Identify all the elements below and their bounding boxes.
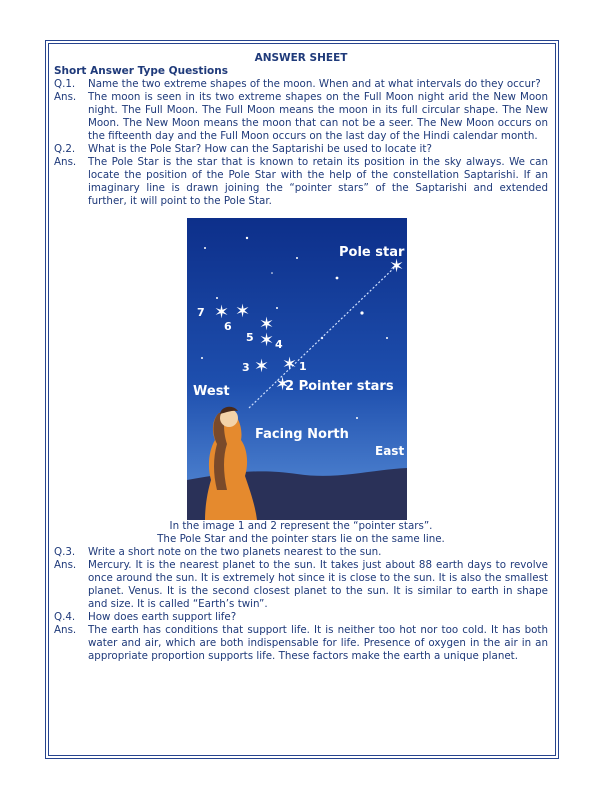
- pole-star-label: Pole star: [339, 245, 405, 260]
- pole-star-icon: ✶: [389, 256, 405, 277]
- answer-label: Ans.: [54, 91, 77, 103]
- section-heading: Short Answer Type Questions: [54, 65, 228, 77]
- east-label: East: [375, 444, 405, 458]
- answer-2: [54, 156, 548, 208]
- star-1-icon: ✶: [282, 354, 298, 375]
- answer-text: The earth has conditions that support life. It is neither too hot nor too cold. It has both water and air, which are both indispensable for life. Presence of oxygen in the air in an appropriate proportion supports life. These factors make the earth a unique planet.: [88, 624, 548, 662]
- page-title: ANSWER SHEET: [254, 52, 348, 64]
- answer-label: Ans.: [54, 624, 77, 636]
- label-6: 6: [224, 320, 232, 333]
- question-text: Write a short note on the two planets nearest to the sun.: [88, 546, 382, 558]
- answer-1: [54, 91, 548, 143]
- answer-label: Ans.: [54, 559, 77, 571]
- answer-text: The moon is seen in its two extreme shapes on the Full Moon night arid the New Moon night. The Full Moon. The Full Moon means the moon in its full circular shape. The New Moon. The New Moon means the moon that can not be a seer. The New Moon occurs on the fifteenth day and the Full Moon occurs on the last day of the Hindi calendar month.: [88, 91, 548, 142]
- answer-4: [54, 624, 548, 663]
- night-sky-image: [187, 218, 407, 520]
- answer-sheet: [54, 52, 548, 663]
- facing-north-label: Facing North: [255, 427, 349, 442]
- question-text: Name the two extreme shapes of the moon. When and at what intervals do they occur?: [88, 78, 541, 90]
- figure-caption-1: In the image 1 and 2 represent the “pointer stars”.: [169, 520, 433, 532]
- question-2: [54, 143, 548, 156]
- answer-text: Mercury. It is the nearest planet to the sun. It takes just about 88 earth days to revolve once around the sun. It is extremely hot since it is close to the sun. It is also the smallest planet. Venus. It is the second closest planet to the sun. It is similar to earth in shape and size. It is called “Earth’s twin”.: [88, 559, 548, 610]
- answer-label: Ans.: [54, 156, 77, 168]
- star-2-icon: ✶: [275, 374, 291, 395]
- question-text: What is the Pole Star? How can the Saptarishi be used to locate it?: [88, 143, 432, 155]
- star-3-icon: ✶: [254, 356, 270, 377]
- question-4: [54, 611, 548, 624]
- question-text: How does earth support life?: [88, 611, 237, 623]
- question-1: [54, 78, 548, 91]
- label-7: 7: [197, 306, 205, 319]
- star-5-icon: ✶: [259, 314, 275, 335]
- question-label: Q.4.: [54, 611, 76, 623]
- question-label: Q.1.: [54, 78, 76, 90]
- question-3: [54, 546, 548, 559]
- star-6-icon: ✶: [235, 301, 251, 322]
- question-label: Q.2.: [54, 143, 76, 155]
- label-3: 3: [242, 361, 250, 374]
- label-5: 5: [246, 331, 254, 344]
- label-1: 1: [299, 360, 307, 373]
- figure-caption-2: The Pole Star and the pointer stars lie on the same line.: [157, 533, 445, 545]
- west-label: West: [193, 384, 230, 399]
- star-7-icon: ✶: [214, 302, 230, 323]
- question-label: Q.3.: [54, 546, 76, 558]
- pole-star-illustration: [187, 218, 407, 520]
- label-4: 4: [275, 338, 283, 351]
- star-4-icon: ✶: [259, 330, 275, 351]
- pointer-stars-label: 2 Pointer stars: [285, 379, 394, 394]
- answer-text: The Pole Star is the star that is known to retain its position in the sky always. We can locate the position of the Pole Star with the help of the constellation Saptarishi. If an imaginary line is drawn joining the “pointer stars” of the Saptarishi and extended further, it will point to the Pole Star.: [88, 156, 548, 207]
- answer-3: [54, 559, 548, 611]
